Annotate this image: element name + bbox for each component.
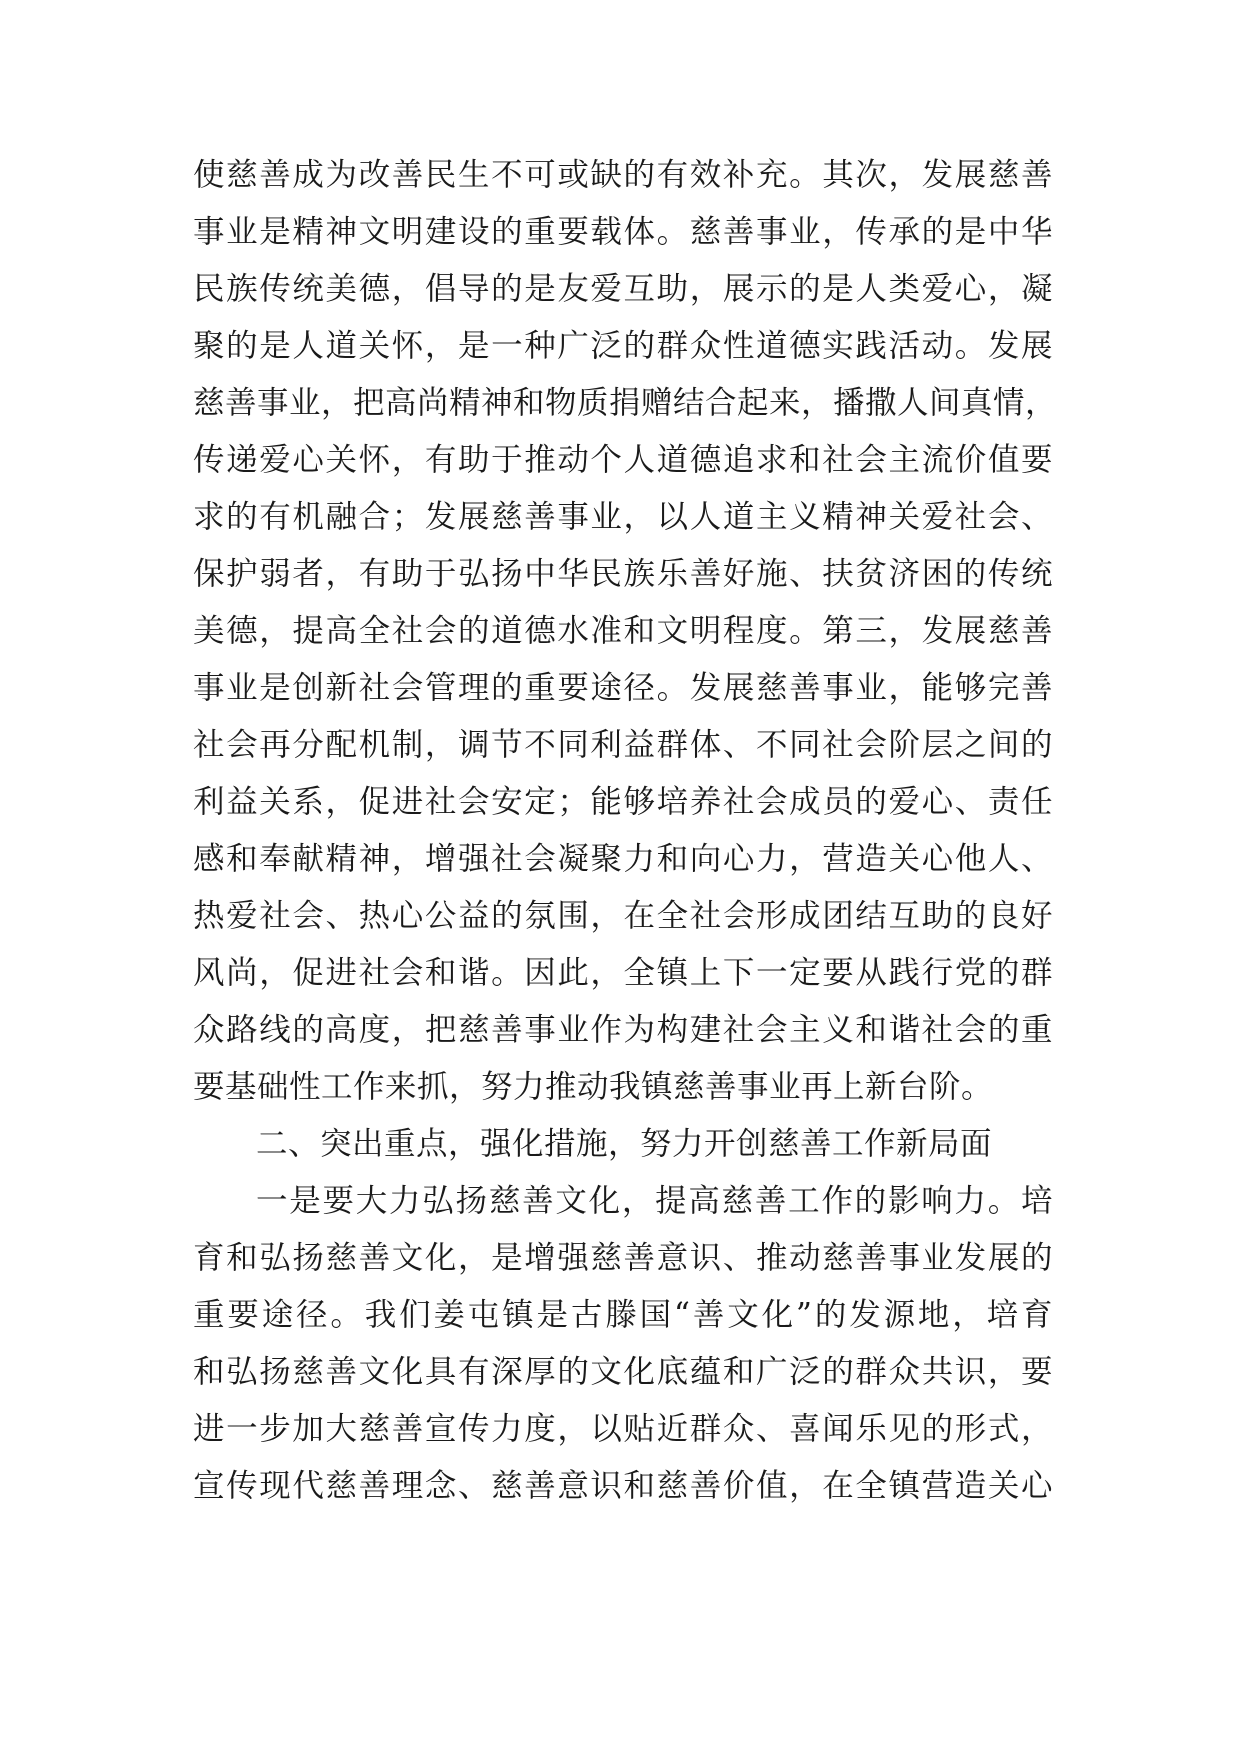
text-line: 聚的是人道关怀，是一种广泛的群众性道德实践活动。发展 <box>193 328 1053 364</box>
text-line: 美德，提高全社会的道德水准和文明程度。第三，发展慈善 <box>193 613 1053 649</box>
text-line: 慈善事业，把高尚精神和物质捐赠结合起来，播撒人间真情， <box>193 385 1058 421</box>
text-line: 事业是精神文明建设的重要载体。慈善事业，传承的是中华 <box>193 214 1053 250</box>
text-line: 众路线的高度，把慈善事业作为构建社会主义和谐社会的重 <box>193 1012 1053 1048</box>
section-heading: 二、突出重点，强化措施，努力开创慈善工作新局面 <box>256 1126 993 1162</box>
text-line: 重要途径。我们姜屯镇是古滕国“善文化”的发源地，培育 <box>193 1297 1053 1333</box>
text-line: 保护弱者，有助于弘扬中华民族乐善好施、扶贫济困的传统 <box>193 556 1053 592</box>
paragraph-first-line: 一是要大力弘扬慈善文化，提高慈善工作的影响力。培 <box>256 1183 1053 1219</box>
text-line: 求的有机融合；发展慈善事业，以人道主义精神关爱社会、 <box>193 499 1053 535</box>
text-line: 使慈善成为改善民生不可或缺的有效补充。其次，发展慈善 <box>193 157 1053 193</box>
text-line: 利益关系，促进社会安定；能够培养社会成员的爱心、责任 <box>193 784 1053 820</box>
text-line: 宣传现代慈善理念、慈善意识和慈善价值，在全镇营造关心 <box>193 1468 1053 1504</box>
text-line: 风尚，促进社会和谐。因此，全镇上下一定要从践行党的群 <box>193 955 1053 991</box>
text-line: 进一步加大慈善宣传力度，以贴近群众、喜闻乐见的形式， <box>193 1411 1053 1447</box>
text-line: 育和弘扬慈善文化，是增强慈善意识、推动慈善事业发展的 <box>193 1240 1053 1276</box>
text-line: 事业是创新社会管理的重要途径。发展慈善事业，能够完善 <box>193 670 1053 706</box>
text-line: 热爱社会、热心公益的氛围，在全社会形成团结互助的良好 <box>193 898 1053 934</box>
body-text <box>193 147 1058 1515</box>
text-line: 传递爱心关怀，有助于推动个人道德追求和社会主流价值要 <box>193 442 1053 478</box>
text-line: 要基础性工作来抓，努力推动我镇慈善事业再上新台阶。 <box>193 1069 994 1105</box>
text-line: 民族传统美德，倡导的是友爱互助，展示的是人类爱心，凝 <box>193 271 1053 307</box>
text-line: 和弘扬慈善文化具有深厚的文化底蕴和广泛的群众共识，要 <box>193 1354 1053 1390</box>
text-line: 感和奉献精神，增强社会凝聚力和向心力，营造关心他人、 <box>193 841 1053 877</box>
text-line: 社会再分配机制，调节不同利益群体、不同社会阶层之间的 <box>193 727 1053 763</box>
